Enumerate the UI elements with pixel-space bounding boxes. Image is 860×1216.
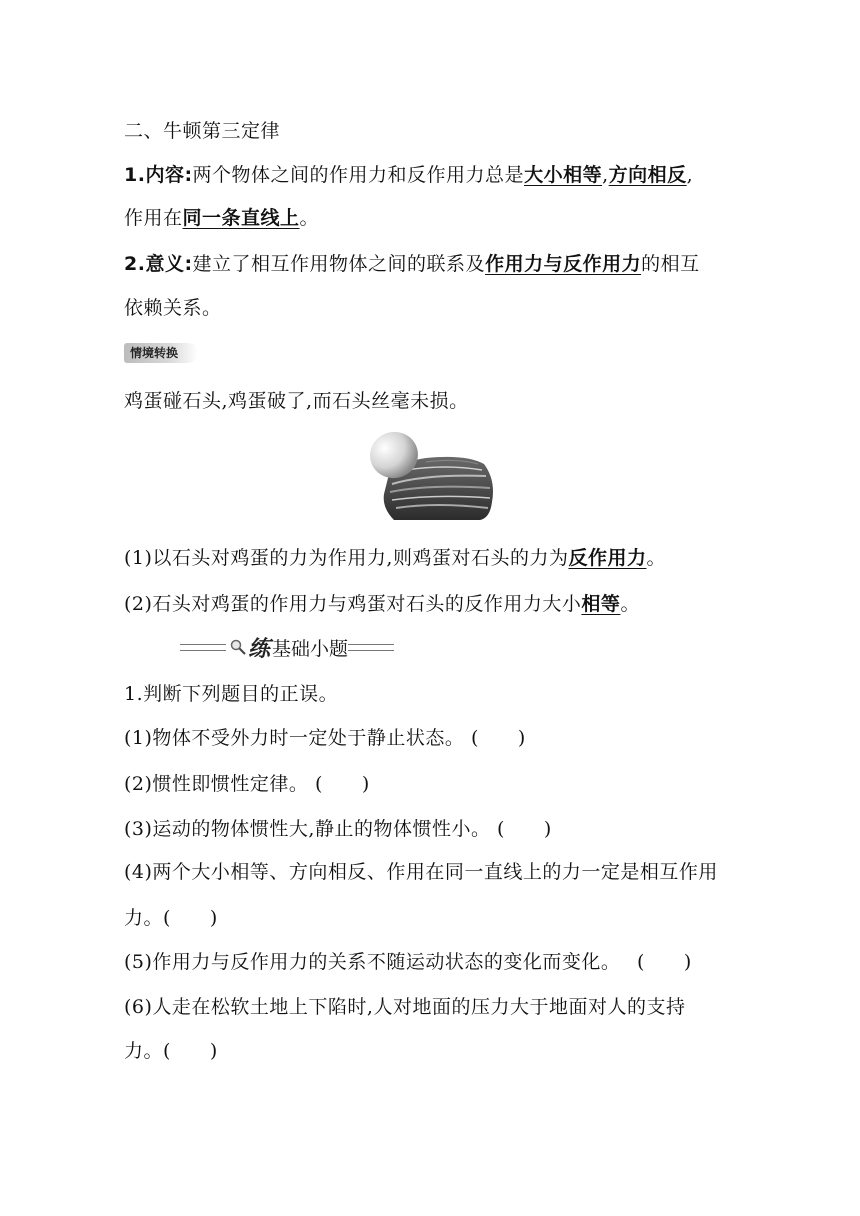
comma: , <box>686 164 694 186</box>
practice-title: 基础小题 <box>272 637 349 660</box>
content-line-2 <box>124 203 319 230</box>
practice-char: 练 <box>248 635 271 662</box>
answer-magnitude: 大小相等 <box>524 164 603 186</box>
content-label: 1.内容: <box>124 164 193 186</box>
answer-equal: 相等 <box>581 593 621 615</box>
meaning-text-1: 建立了相互作用物体之间的联系及 <box>192 253 486 275</box>
answer-direction: 方向相反 <box>608 164 687 186</box>
meaning-label: 2.意义: <box>124 253 193 275</box>
exercise-item: (1)物体不受外力时一定处于静止状态。 ( ) <box>124 727 526 749</box>
left-double-rule <box>180 644 226 651</box>
content-text-2: 作用在 <box>124 207 183 229</box>
content-text-1: 两个物体之间的作用力和反作用力总是 <box>192 164 525 186</box>
content-line-1 <box>124 160 693 187</box>
scenario-q1 <box>124 543 666 570</box>
meaning-line-1 <box>124 249 700 276</box>
period: 。 <box>646 547 666 569</box>
exercise-item: (5)作用力与反作用力的关系不随运动状态的变化而变化。 ( ) <box>124 951 692 973</box>
exercise-item: (3)运动的物体惯性大,静止的物体惯性小。 ( ) <box>124 818 552 840</box>
q2-text: (2)石头对鸡蛋的作用力与鸡蛋对石头的反作用力大小 <box>124 593 582 615</box>
right-double-rule <box>348 644 394 651</box>
answer-reaction-force: 反作用力 <box>568 547 647 569</box>
answer-line: 同一条直线上 <box>182 207 300 229</box>
exercise-item-continued: 力。( ) <box>124 1040 218 1062</box>
exercise-item: (2)惯性即惯性定律。 ( ) <box>124 773 370 795</box>
scenario-description: 鸡蛋碰石头,鸡蛋破了,而石头丝毫未损。 <box>124 390 469 412</box>
exercise-item-continued: 力。( ) <box>124 907 218 929</box>
period: 。 <box>299 207 320 229</box>
q1-text: (1)以石头对鸡蛋的力为作用力,则鸡蛋对石头的力为 <box>124 547 569 569</box>
exercise-item: (6)人走在松软土地上下陷时,人对地面的压力大于地面对人的支持 <box>124 996 686 1018</box>
practice-header <box>180 632 394 662</box>
scenario-q2 <box>124 589 640 616</box>
exercise-title: 1.判断下列题目的正误。 <box>124 683 339 705</box>
exercise-item: (4)两个大小相等、方向相反、作用在同一直线上的力一定是相互作用 <box>124 861 718 883</box>
comma: , <box>602 164 609 186</box>
period: 。 <box>620 593 640 615</box>
egg-and-rock-illustration <box>366 428 496 522</box>
scenario-tag: 情境转换 <box>124 343 198 363</box>
meaning-line-2: 依赖关系。 <box>124 297 222 319</box>
magnifier-icon <box>230 639 246 655</box>
answer-action-reaction: 作用力与反作用力 <box>485 253 642 275</box>
meaning-text-2: 的相互 <box>641 253 700 275</box>
section-title: 二、牛顿第三定律 <box>124 120 281 142</box>
